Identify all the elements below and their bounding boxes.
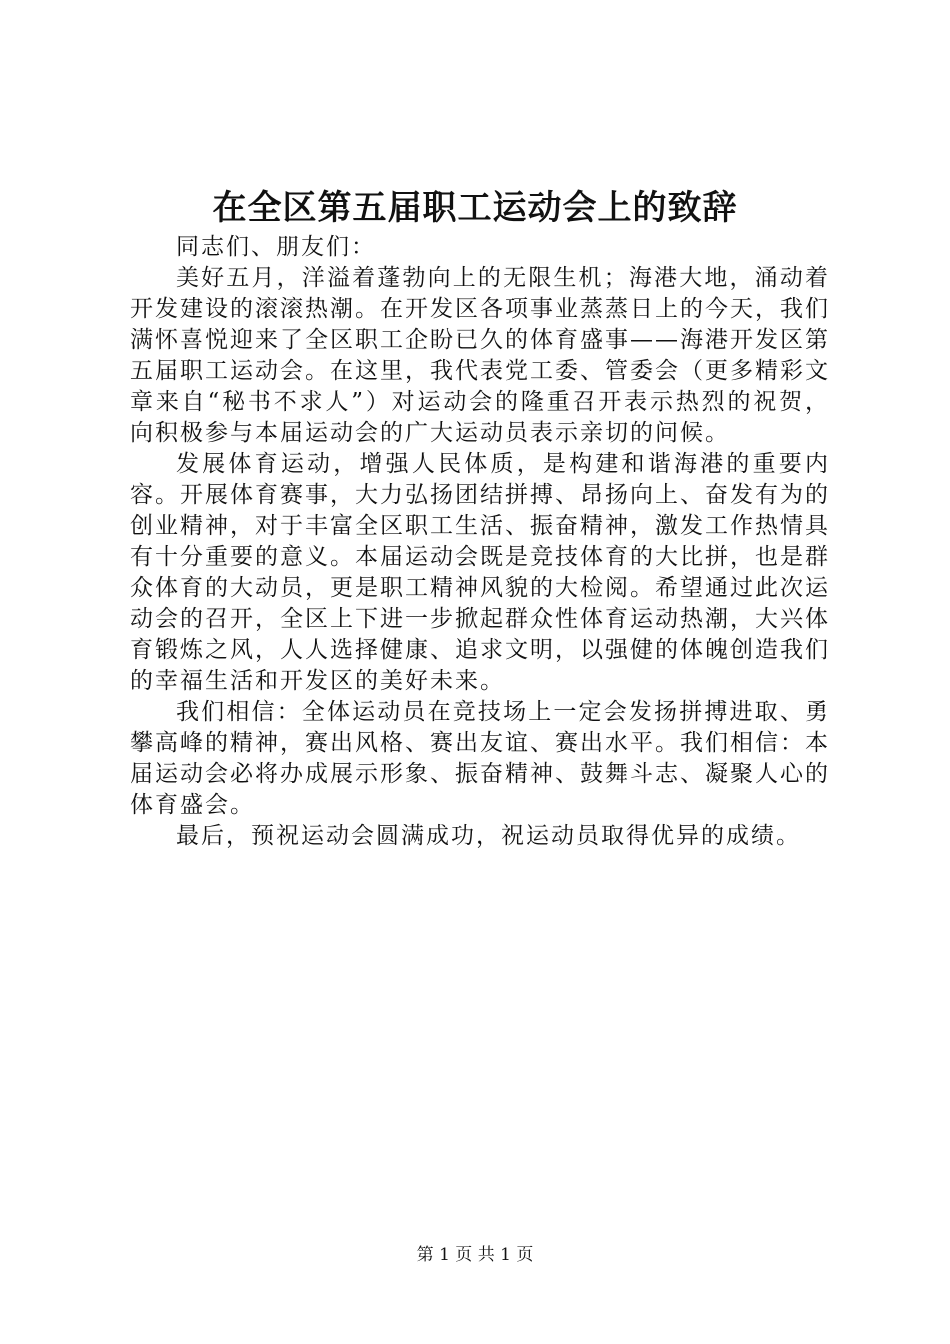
paragraph-3: 我们相信：全体运动员在竞技场上一定会发扬拼搏进取、勇攀高峰的精神，赛出风格、赛出友谊、赛出水平。我们相信：本届运动会必将办成展示形象、振奋精神、鼓舞斗志、凝聚人心的体育盛会。 xyxy=(130,699,830,818)
greeting: 同志们、朋友们： xyxy=(176,234,376,260)
paragraph-4: 最后，预祝运动会圆满成功，祝运动员取得优异的成绩。 xyxy=(176,823,801,849)
document-body xyxy=(130,232,830,852)
document-title: 在全区第五届职工运动会上的致辞 xyxy=(212,188,738,228)
paragraph-1: 美好五月，洋溢着蓬勃向上的无限生机；海港大地，涌动着开发建设的滚滚热潮。在开发区各项事业蒸蒸日上的今天，我们满怀喜悦迎来了全区职工企盼已久的体育盛事——海港开发区第五届职工运动会。在这里，我代表党工委、管委会（更多精彩文章来自“秘书不求人”）对运动会的隆重召开表示热烈的祝贺，向积极参与本届运动会的广大运动员表示亲切的问候。 xyxy=(130,265,830,446)
paragraph-2: 发展体育运动，增强人民体质，是构建和谐海港的重要内容。开展体育赛事，大力弘扬团结拼搏、昂扬向上、奋发有为的创业精神，对于丰富全区职工生活、振奋精神，激发工作热情具有十分重要的意义。本届运动会既是竞技体育的大比拼，也是群众体育的大动员，更是职工精神风貌的大检阅。希望通过此次运动会的召开，全区上下进一步掀起群众性体育运动热潮，大兴体育锻炼之风，人人选择健康、追求文明，以强健的体魄创造我们的幸福生活和开发区的美好未来。 xyxy=(130,451,830,694)
page-number-footer: 第 1 页 共 1 页 xyxy=(416,1245,534,1265)
